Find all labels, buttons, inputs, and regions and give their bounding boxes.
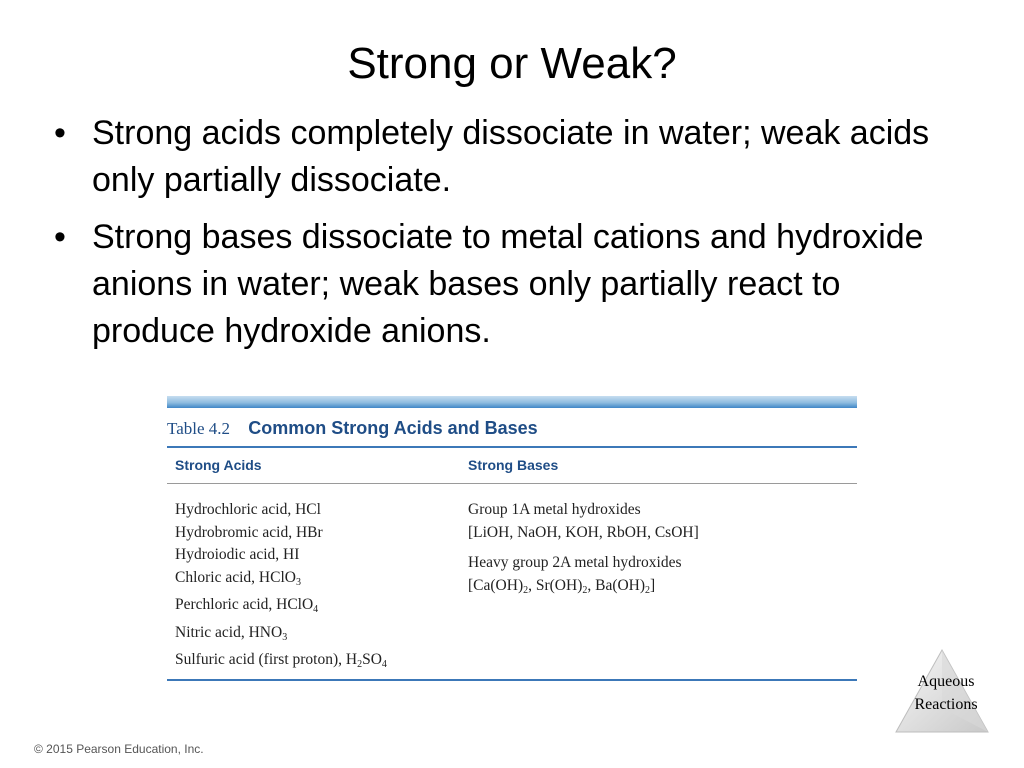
base-group2-list: [$Ca(OH)_2$, $Sr(OH)_2$, $Ba(OH)_2$] [468,576,656,596]
logo-label: Aqueous Reactions [914,673,978,713]
bullet-dot: • [54,114,66,152]
base-group1-label: Group 1A metal hydroxides [468,501,641,518]
table-name: Common Strong Acids and Bases [248,418,538,438]
acid-row: Hydrochloric acid, HCl [175,501,321,518]
base-group1-list: [LiOH, NaOH, KOH, RbOH, CsOH] [468,523,699,541]
table-rule-header [167,483,857,484]
header-strong-acids: Strong Acids [175,457,262,473]
base-group2-label: Heavy group 2A metal hydroxides [468,554,682,571]
acids-column [175,499,387,677]
strong-acids-bases-table [167,396,857,686]
table-rule-top [167,446,857,448]
bullet-text: Strong acids completely dissociate in water; weak acids only partially dissociate. [92,114,930,199]
acid-row: Sulfuric acid (first proton), $H_2SO_4$ [175,651,387,670]
acid-row: Chloric acid, HClO$_3$ [175,568,301,588]
acid-row: Perchloric acid, HClO$_4$ [175,596,319,615]
bullet-dot: • [54,218,66,256]
copyright-footer: © 2015 Pearson Education, Inc. [34,742,204,756]
slide-title: Strong or Weak? [347,39,677,88]
table-top-bar [167,396,857,408]
table-number: Table 4.2 [167,419,231,438]
bases-column [468,499,699,602]
bullet-list [52,110,952,365]
table-rule-bottom [167,679,857,681]
acid-row: Hydrobromic acid, HBr [175,523,323,541]
header-strong-bases: Strong Bases [468,457,559,473]
acid-row: Nitric acid, $HNO_3$ [175,623,288,643]
bullet-text: Strong bases dissociate to metal cations and hydroxide anions in water; weak bases only partially react to produce hydroxide anions. [92,218,924,350]
bullet-item [52,214,952,355]
bullet-item [52,110,952,204]
acid-row: Hydroiodic acid, HI [175,546,300,563]
table-caption [167,418,538,439]
